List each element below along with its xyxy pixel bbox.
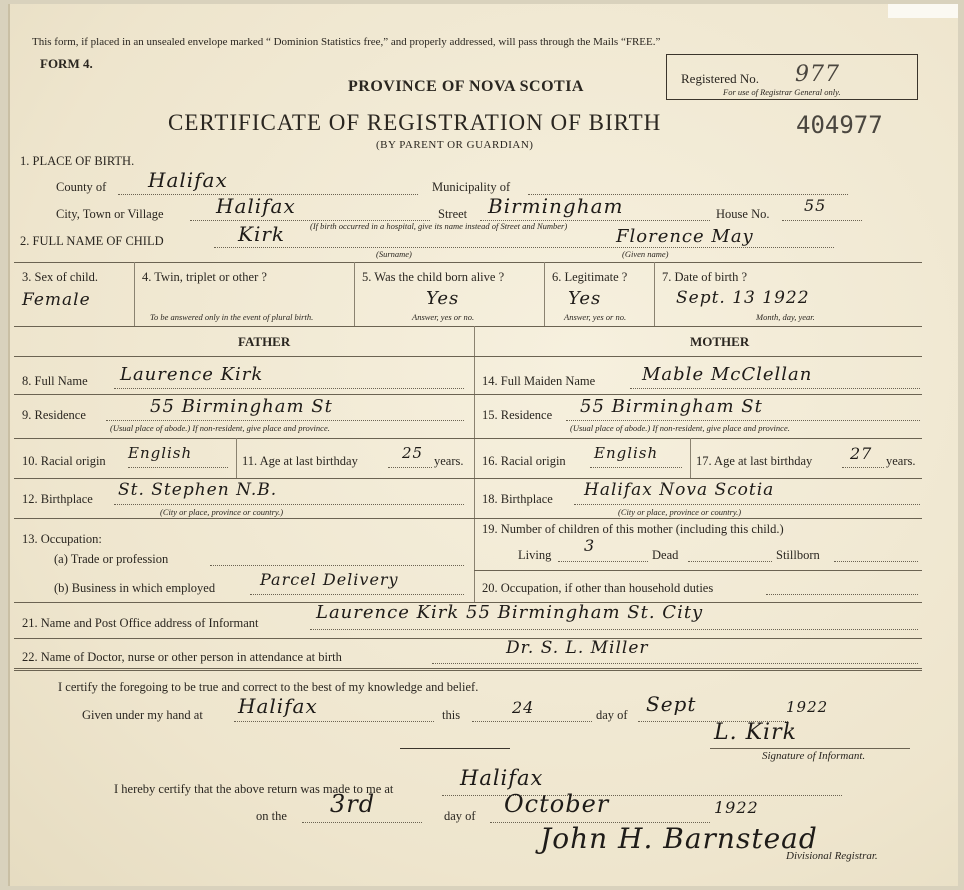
surname-label: (Surname) — [376, 249, 412, 259]
born-alive-value: Yes — [426, 288, 460, 309]
father-bp-note: (City or place, province or country.) — [160, 507, 284, 517]
certify-place: Halifax — [238, 694, 318, 718]
father-age: 25 — [402, 444, 424, 462]
informant-label: 21. Name and Post Office address of Informant — [22, 616, 259, 630]
county-label: County of — [56, 180, 107, 194]
born-alive-label: 5. Was the child born alive ? — [362, 270, 505, 284]
informant-signature-label: Signature of Informant. — [762, 750, 866, 762]
place-of-birth-heading: 1. PLACE OF BIRTH. — [20, 154, 135, 168]
mother-age-label: 17. Age at last birthday — [696, 454, 813, 468]
certify-month: Sept — [646, 692, 697, 716]
this-label: this — [442, 708, 461, 722]
municipality-label: Municipality of — [432, 180, 511, 194]
given-under-label: Given under my hand at — [82, 708, 203, 722]
business-value: Parcel Delivery — [260, 570, 399, 589]
registrar-note: For use of Registrar General only. — [723, 87, 841, 97]
mother-residence-label: 15. Residence — [482, 408, 553, 422]
father-age-label: 11. Age at last birthday — [242, 454, 358, 468]
legitimate-value: Yes — [568, 288, 602, 309]
certificate-title: CERTIFICATE OF REGISTRATION OF BIRTH — [168, 110, 662, 135]
certify-statement: I certify the foregoing to be true and correct to the best of my knowledge and belief. — [58, 680, 479, 694]
registrar-year: 1922 — [714, 798, 759, 817]
father-birthplace-label: 12. Birthplace — [22, 492, 93, 506]
informant-signature: L. Kirk — [714, 720, 797, 745]
business-label: (b) Business in which employed — [54, 581, 216, 595]
house-value: 55 — [804, 196, 827, 215]
father-heading: FATHER — [238, 334, 291, 349]
mother-occupation-label: 20. Occupation, if other than household duties — [482, 581, 714, 595]
father-name-label: 8. Full Name — [22, 374, 88, 388]
on-the-label: on the — [256, 809, 287, 823]
mother-name-label: 14. Full Maiden Name — [482, 374, 596, 388]
street-value: Birmingham — [488, 194, 624, 218]
living-value: 3 — [584, 536, 596, 555]
mother-race-label: 16. Racial origin — [482, 454, 566, 468]
trade-label: (a) Trade or profession — [54, 552, 169, 566]
mother-birthplace-label: 18. Birthplace — [482, 492, 553, 506]
father-years-label: years. — [434, 454, 464, 468]
living-label: Living — [518, 548, 552, 562]
dob-value: Sept. 13 1922 — [676, 288, 810, 308]
form-number: FORM 4. — [40, 56, 93, 71]
father-race: English — [128, 444, 193, 462]
father-residence-label: 9. Residence — [22, 408, 86, 422]
twin-label: 4. Twin, triplet or other ? — [142, 270, 267, 284]
dob-note: Month, day, year. — [756, 312, 815, 322]
mother-abode-note: (Usual place of abode.) If non-resident, give place and province. — [570, 423, 790, 433]
occupation-heading: 13. Occupation: — [22, 532, 102, 546]
hospital-note: (If birth occurred in a hospital, give its name instead of Street and Number) — [310, 221, 568, 231]
paper-corner — [888, 4, 958, 18]
city-value: Halifax — [216, 194, 296, 218]
registrar-day: 3rd — [330, 790, 376, 818]
mother-age: 27 — [850, 444, 873, 463]
dead-label: Dead — [652, 548, 679, 562]
sex-label: 3. Sex of child. — [22, 270, 99, 284]
sex-value: Female — [22, 290, 91, 310]
registrar-title: Divisional Registrar. — [786, 850, 878, 862]
day-of-label: day of — [596, 708, 628, 722]
county-value: Halifax — [148, 168, 228, 192]
mail-notice: This form, if placed in an unsealed envelope marked “ Dominion Statistics free,” and properly addressed, will pass through the Mails “FREE.” — [32, 36, 661, 48]
mother-birthplace: Halifax Nova Scotia — [584, 480, 775, 500]
stillborn-label: Stillborn — [776, 548, 820, 562]
father-name: Laurence Kirk — [120, 364, 264, 385]
mother-residence: 55 Birmingham St — [580, 396, 763, 417]
street-label: Street — [438, 207, 468, 221]
city-label: City, Town or Village — [56, 207, 164, 221]
father-abode-note: (Usual place of abode.) If non-resident, give place and province. — [110, 423, 330, 433]
legitimate-note: Answer, yes or no. — [564, 312, 627, 322]
registrar-day-of-label: day of — [444, 809, 476, 823]
certificate-subtitle: (BY PARENT OR GUARDIAN) — [376, 139, 534, 151]
born-alive-note: Answer, yes or no. — [412, 312, 475, 322]
dob-label: 7. Date of birth ? — [662, 270, 748, 284]
registrar-place: Halifax — [460, 766, 544, 790]
mother-years-label: years. — [886, 454, 916, 468]
father-residence: 55 Birmingham St — [150, 396, 333, 417]
certify-day: 24 — [512, 698, 535, 717]
children-count-label: 19. Number of children of this mother (including this child.) — [482, 522, 784, 536]
certificate-number: 404977 — [796, 111, 883, 139]
father-race-label: 10. Racial origin — [22, 454, 106, 468]
registered-box — [666, 54, 918, 100]
legitimate-label: 6. Legitimate ? — [552, 270, 628, 284]
mother-name: Mable McClellan — [642, 364, 813, 385]
child-name-heading: 2. FULL NAME OF CHILD — [20, 234, 164, 248]
mother-heading: MOTHER — [690, 334, 750, 349]
doctor-value: Dr. S. L. Miller — [506, 638, 649, 658]
registrar-month: October — [504, 790, 610, 818]
registered-label: Registered No. — [681, 71, 759, 86]
child-surname: Kirk — [238, 222, 286, 246]
registrar-signature: John H. Barnstead — [540, 822, 818, 855]
father-birthplace: St. Stephen N.B. — [118, 480, 278, 500]
mother-race: English — [594, 444, 659, 462]
certify-year: 1922 — [786, 698, 829, 716]
province-heading: PROVINCE OF NOVA SCOTIA — [348, 78, 584, 95]
house-label: House No. — [716, 207, 770, 221]
given-name-label: (Given name) — [622, 249, 669, 259]
birth-certificate — [8, 4, 958, 886]
mother-bp-note: (City or place, province or country.) — [618, 507, 742, 517]
child-given-name: Florence May — [616, 226, 754, 247]
twin-note: To be answered only in the event of plural birth. — [150, 312, 314, 322]
registrar-statement: I hereby certify that the above return was made to me at — [114, 782, 394, 796]
informant-value: Laurence Kirk 55 Birmingham St. City — [316, 602, 704, 623]
registered-value: 977 — [795, 62, 840, 87]
doctor-label: 22. Name of Doctor, nurse or other person in attendance at birth — [22, 650, 342, 664]
